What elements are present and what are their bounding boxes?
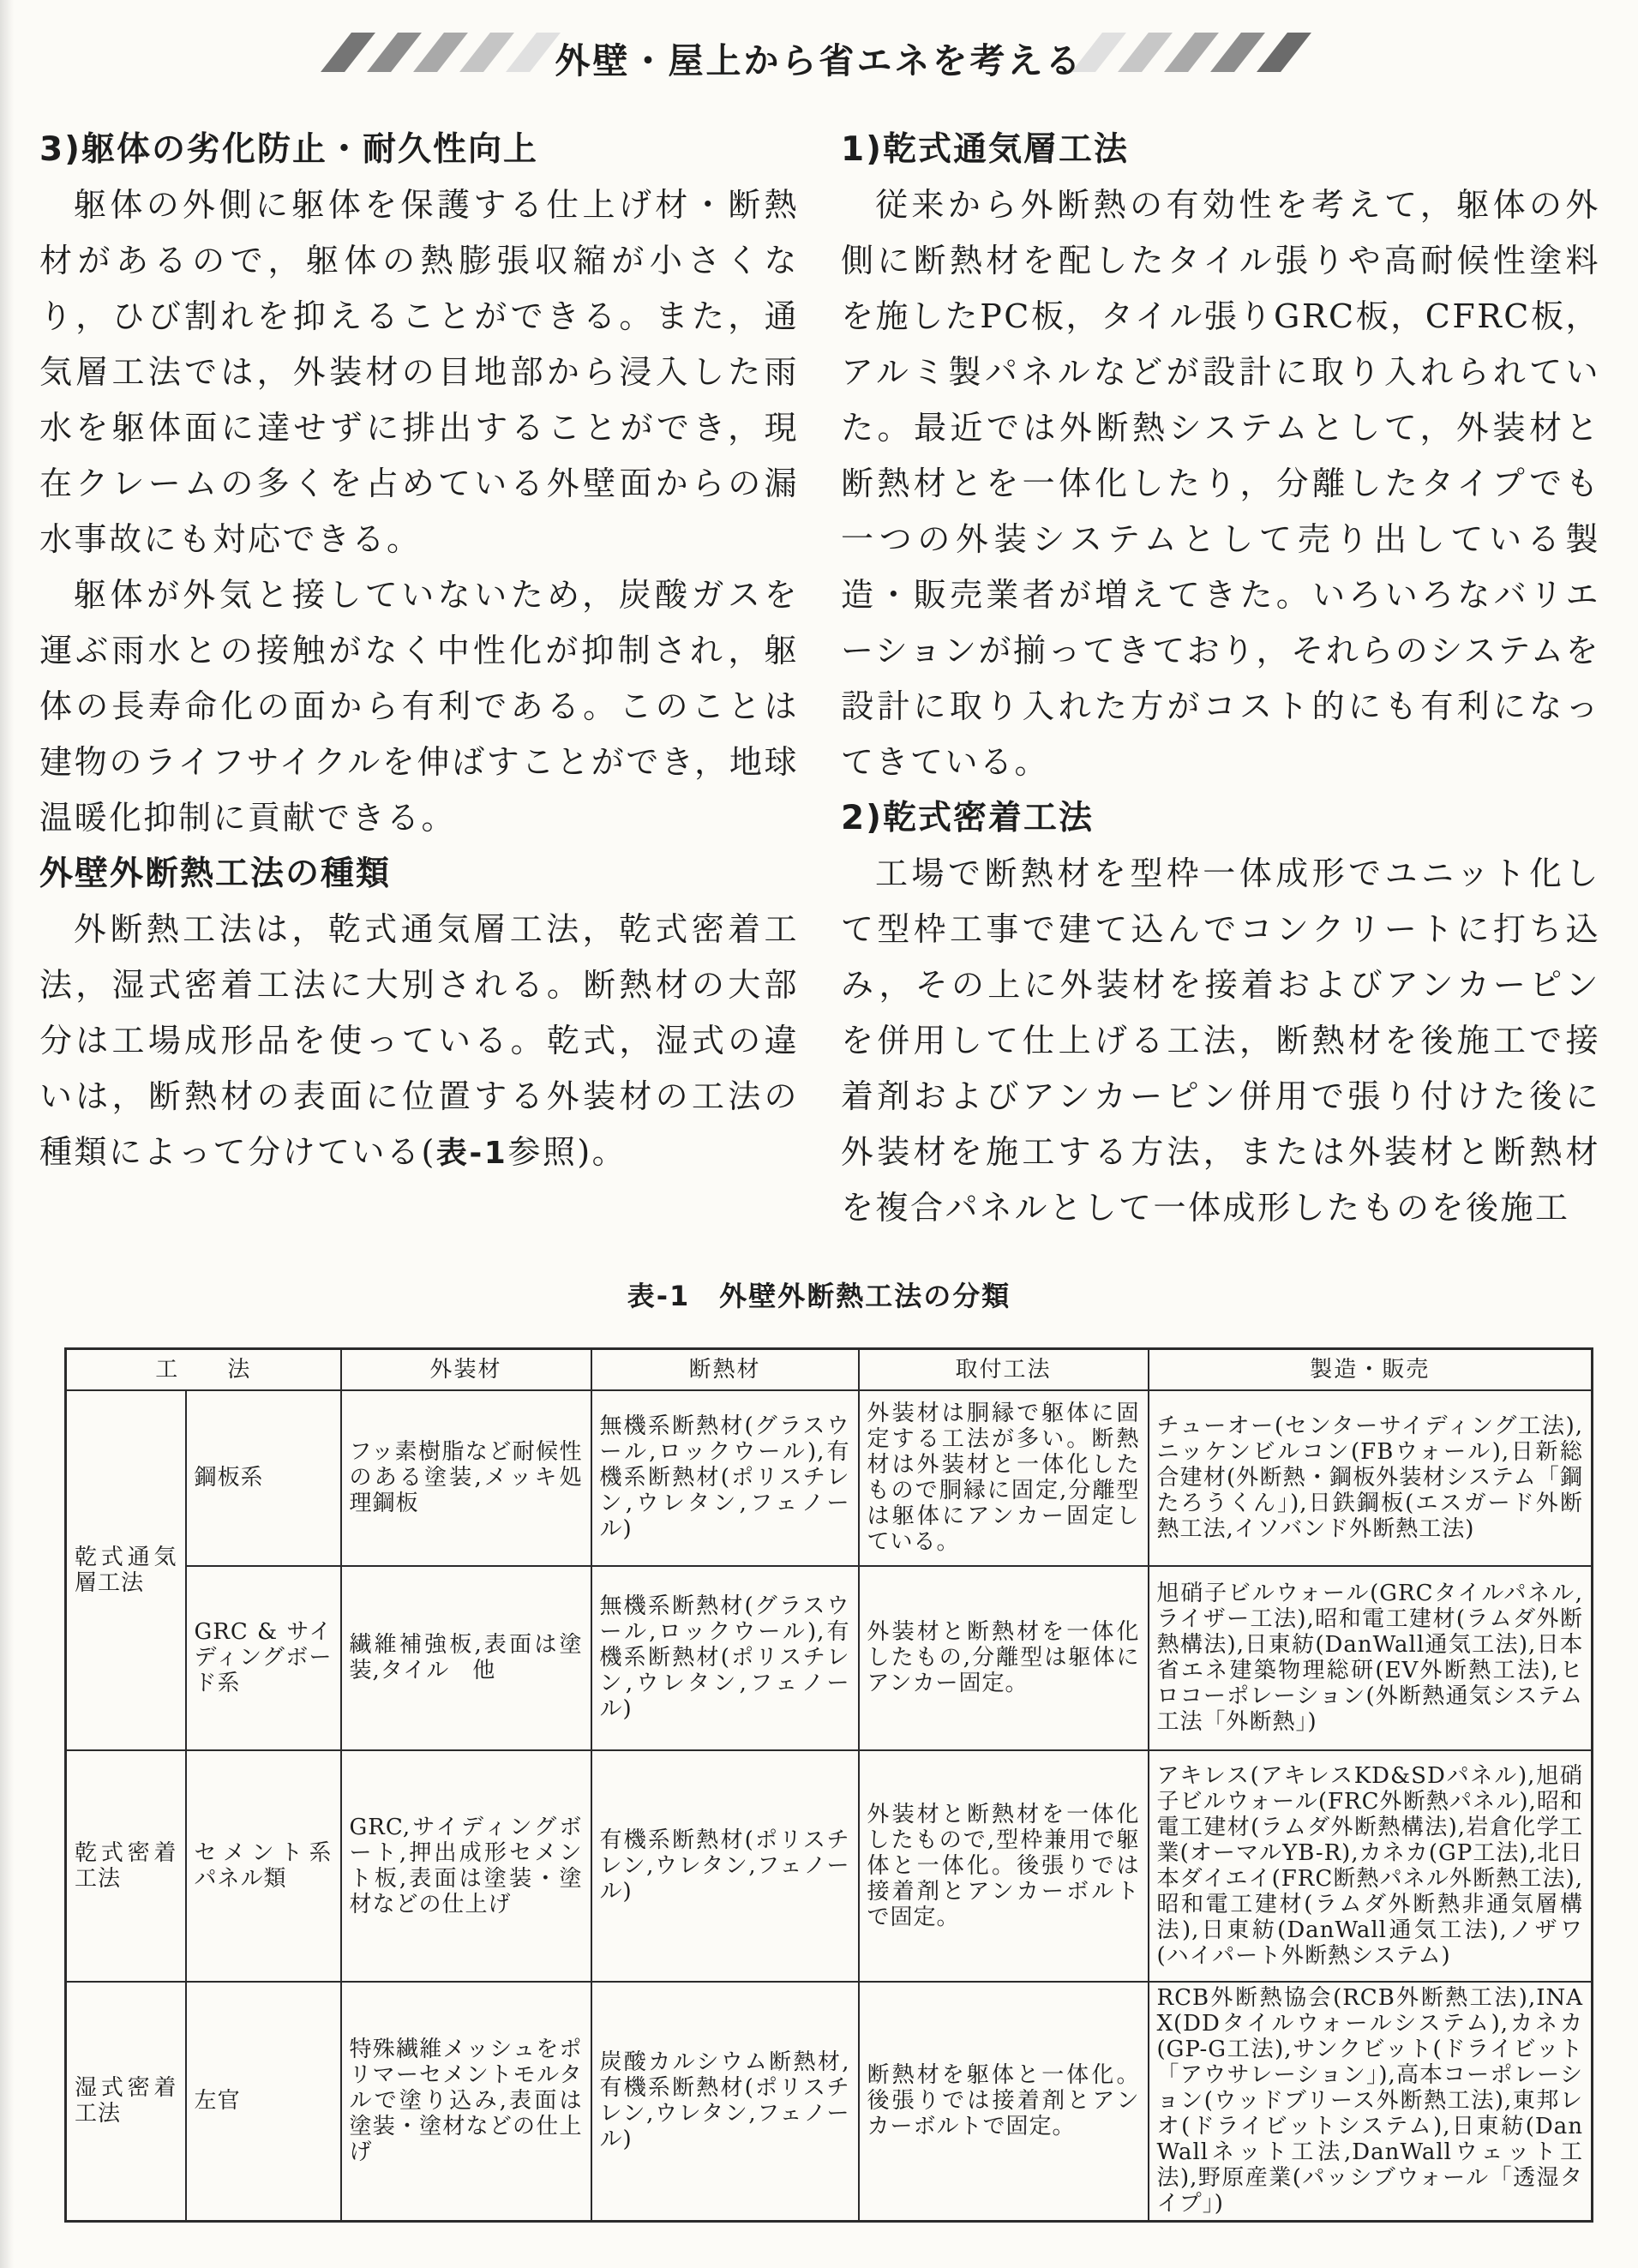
paragraph-dry-vented: 従来から外断熱の有効性を考えて，躯体の外側に断熱材を配したタイル張りや高耐候性塗料を施したPC板，タイル張りGRC板，CFRC板，アルミ製パネルなどが設計に取り入れられていた。最近では外断熱システムとして，外装材と断熱材とを一体化したり，分離したタイプでも一つの外装システムとして売り出している製造・販売業者が増えてきた。いろいろなバリエーションが揃ってきており，それらのシステムを設計に取り入れた方がコスト的にも有利になってきている。 xyxy=(841,186,1600,781)
maker-cell: 旭硝子ビルウォール(GRCタイルパネル,ライザー工法),昭和電工建材(ラムダ外断熱構法),日東紡(DanWall通気工法),日本省エネ建築物理総研(EV外断熱工法),ヒロコーポレーション(外断熱通気システム工法「外断熱」) xyxy=(1149,1566,1593,1750)
maker-cell: アキレス(アキレスKD&SDパネル),旭硝子ビルウォール(FRC外断熱パネル),昭和電工建材(ラムダ外断熱構法),岩倉化学工業(オーマルYB-R),カネカ(GP工法),北日本ダイエイ(FRC断熱パネル外断熱工法),昭和電工建材(ラムダ外断熱非通気層構法),日東紡(DanWall通気工法),ノザワ(ハイパート外断熱システム) xyxy=(1149,1750,1593,1982)
table-row xyxy=(66,1982,1593,2222)
right-column xyxy=(841,122,1600,1236)
table-header-row xyxy=(66,1349,1593,1390)
table-reference: 表-1 xyxy=(435,1136,508,1171)
section-heading-dry-adhered: 2)乾式密着工法 xyxy=(841,799,1094,837)
section-heading-types: 外壁外断熱工法の種類 xyxy=(39,855,392,893)
table-row xyxy=(66,1390,1593,1566)
insulation-methods-table xyxy=(64,1347,1593,2223)
paragraph-durability-1: 躯体の外側に躯体を保護する仕上げ材・断熱材があるので，躯体の熱膨張収縮が小さくなり，ひび割れを抑えることができる。また，通気層工法では，外装材の目地部から浸入した雨水を躯体面に達せずに排出することができ，現在クレームの多くを占めている外壁面からの漏水事故にも対応できる。 xyxy=(39,186,799,558)
insulation-cell: 有機系断熱材(ポリスチレン,ウレタン,フェノール) xyxy=(591,1750,859,1982)
subtype-cell: GRC & サイディングボード系 xyxy=(186,1566,341,1750)
column-header-insulation: 断熱材 xyxy=(591,1349,859,1390)
section-heading-durability: 3)躯体の劣化防止・耐久性向上 xyxy=(39,130,538,169)
exterior-cell: フッ素樹脂など耐候性のある塗装,メッキ処理鋼板 xyxy=(341,1390,591,1566)
exterior-cell: 特殊繊維メッシュをポリマーセメントモルタルで塗り込み,表面は塗装・塗材などの仕上げ xyxy=(341,1982,591,2222)
column-header-method: 工 法 xyxy=(66,1349,341,1390)
paragraph-types-text: 外断熱工法は，乾式通気層工法，乾式密着工法，湿式密着工法に大別される。断熱材の大部分は工場成形品を使っている。乾式，湿式の違いは，断熱材の表面に位置する外装材の工法の種類によって分けている( xyxy=(39,910,799,1171)
paragraph-durability-2: 躯体が外気と接していないため，炭酸ガスを運ぶ雨水との接触がなく中性化が抑制され，躯体の長寿命化の面から有利である。このことは建物のライフサイクルを伸ばすことができ，地球温暖化抑制に貢献できる。 xyxy=(39,576,799,837)
column-header-exterior: 外装材 xyxy=(341,1349,591,1390)
paragraph-dry-adhered: 工場で断熱材を型枠一体成形でユニット化して型枠工事で建て込んでコンクリートに打ち込み，その上に外装材を接着およびアンカーピンを併用して仕上げる工法，断熱材を後施工で接着剤およびアンカーピン併用で張り付けた後に外装材を施工する方法，または外装材と断熱材を複合パネルとして一体成形したものを後施工 xyxy=(841,855,1600,1227)
method-group-cell: 湿式密着工法 xyxy=(66,1982,186,2222)
page-header xyxy=(0,22,1638,79)
stripe-icon xyxy=(1118,33,1173,72)
table-title: 表-1 外壁外断熱工法の分類 xyxy=(627,1280,1011,1312)
column-header-attachment: 取付工法 xyxy=(859,1349,1149,1390)
subtype-cell: 左官 xyxy=(186,1982,341,2222)
paragraph-types-text-end: 参照)。 xyxy=(507,1133,627,1171)
table-row xyxy=(66,1750,1593,1982)
attachment-cell: 断熱材を躯体と一体化。後張りでは接着剤とアンカーボルトで固定。 xyxy=(859,1982,1149,2222)
stripe-icon xyxy=(1210,33,1265,72)
attachment-cell: 外装材は胴縁で躯体に固定する工法が多い。断熱材は外装材と一体化したもので胴縁に固定,分離型は躯体にアンカー固定している。 xyxy=(859,1390,1149,1566)
method-group-cell: 乾式密着工法 xyxy=(66,1750,186,1982)
stripe-icon xyxy=(1164,33,1219,72)
attachment-cell: 外装材と断熱材を一体化したもの,分離型は躯体にアンカー固定。 xyxy=(859,1566,1149,1750)
table-row xyxy=(66,1566,1593,1750)
column-header-maker: 製造・販売 xyxy=(1149,1349,1593,1390)
section-heading-dry-vented: 1)乾式通気層工法 xyxy=(841,130,1129,169)
maker-cell: チューオー(センターサイディング工法),ニッケンビルコン(FBウォール),日新総合建材(外断熱・鋼板外装材システム「鋼たろうくん」),日鉄鋼板(エスガード外断熱工法,イソバンド外断熱工法) xyxy=(1149,1390,1593,1566)
page-title: 外壁・屋上から省エネを考える xyxy=(555,40,1083,81)
maker-cell: RCB外断熱協会(RCB外断熱工法),INAX(DDタイルウォールシステム),カネカ(GP-G工法),サンクビット(ドライビット「アウサレーション」),高本コーポレーション(ウッドブリース外断熱工法),東邦レオ(ドライビットシステム),日東紡(DanWallネット工法,DanWallウェット工法),野原産業(パッシブウォール「透湿タイプ」) xyxy=(1149,1982,1593,2222)
header-stripes-right xyxy=(1087,33,1296,72)
insulation-cell: 炭酸カルシウム断熱材,有機系断熱材(ポリスチレン,ウレタン,フェノール) xyxy=(591,1982,859,2222)
subtype-cell: セメント系パネル類 xyxy=(186,1750,341,1982)
exterior-cell: GRC,サイディングボート,押出成形セメント板,表面は塗装・塗材などの仕上げ xyxy=(341,1750,591,1982)
paragraph-types xyxy=(39,902,799,1181)
insulation-cell: 無機系断熱材(グラスウール,ロックウール),有機系断熱材(ポリスチレン,ウレタン,フェノール) xyxy=(591,1390,859,1566)
insulation-cell: 無機系断熱材(グラスウール,ロックウール),有機系断熱材(ポリスチレン,ウレタン,フェノール) xyxy=(591,1566,859,1750)
left-column xyxy=(39,122,799,1181)
method-group-cell: 乾式通気層工法 xyxy=(66,1390,186,1750)
attachment-cell: 外装材と断熱材を一体化したもので,型枠兼用で躯体と一体化。後張りでは接着剤とアンカーボルトで固定。 xyxy=(859,1750,1149,1982)
exterior-cell: 繊維補強板,表面は塗装,タイル 他 xyxy=(341,1566,591,1750)
subtype-cell: 鋼板系 xyxy=(186,1390,341,1566)
